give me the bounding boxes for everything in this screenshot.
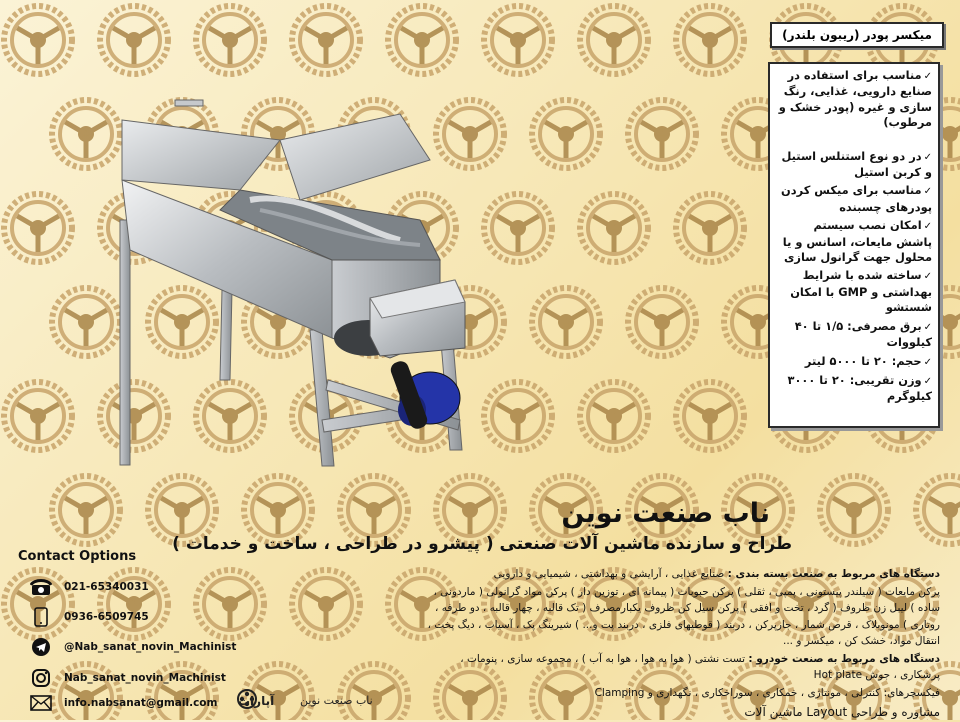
emblem	[580, 6, 648, 74]
emblem	[4, 194, 72, 262]
features-panel	[768, 62, 940, 428]
checkmark-icon: ✓	[923, 151, 932, 163]
contact-phone[interactable]	[30, 577, 149, 597]
checkmark-icon: ✓	[923, 271, 932, 283]
feature-item	[776, 218, 932, 265]
checkmark-icon: ✓	[923, 375, 932, 387]
feature-item	[776, 268, 932, 315]
company-tagline: طراح و سازنده ماشین آلات صنعتی ( پیشرو در طراحی ، ساخت و خدمات )	[172, 534, 792, 554]
phone-number[interactable]: 021-65340031	[64, 581, 149, 593]
checkmark-icon: ✓	[923, 356, 932, 368]
hot-plate-label: Hot plate	[813, 669, 863, 682]
consult-text: مشاوره و طراحی	[850, 704, 940, 719]
emblem	[532, 100, 600, 168]
packaging-industries: صنایع غذایی ، آرایشی و بهداشتی ، شیمیایی و دارویی	[493, 568, 725, 580]
emblem	[628, 288, 696, 356]
instagram-handle[interactable]: Nab_sanat_novin_Machinist	[64, 672, 226, 684]
emblem	[100, 6, 168, 74]
checkmark-icon: ✓	[923, 321, 932, 333]
mobile-number[interactable]: 0936-6509745	[64, 611, 149, 623]
emblem	[676, 382, 744, 450]
lid-closed	[122, 120, 280, 190]
footer-company: ناب صنعت نوین	[300, 694, 373, 707]
automotive-text: تست نشتی ( هوا به هوا ، هوا به آب ) ، مجموعه سازی ، پنومات ، پرشکاری ، جوش	[460, 653, 940, 682]
emblem	[916, 476, 960, 544]
company-name: ناب صنعت نوین	[561, 498, 770, 529]
emblem	[580, 194, 648, 262]
contact-title: Contact Options	[18, 549, 137, 564]
emblem	[628, 100, 696, 168]
feature-item	[776, 354, 932, 370]
fixture-clamping: Clamping	[594, 687, 645, 700]
mobile-icon	[30, 607, 52, 627]
emblem	[340, 664, 408, 720]
packaging-heading: دستگاه های مربوط به صنعت بسته بندی :	[727, 568, 940, 580]
telephone-icon	[30, 577, 52, 597]
feature-list	[776, 68, 932, 405]
checkmark-icon: ✓	[923, 71, 932, 82]
fixture-text: فیکسچرهای: کنترلی ، مونتاژی ، خمکاری ، سوراخکاری ، نگهداری و	[647, 687, 940, 700]
feature-text: ساخته شده با شرایط بهداشتی و GMP با امکان شستشو	[790, 268, 932, 315]
feature-item	[776, 149, 932, 181]
lid-open	[280, 114, 430, 200]
services-description	[420, 566, 940, 722]
product-title: میکسر پودر (ریبون بلندر)	[770, 22, 944, 48]
consult-layout: Layout	[806, 704, 848, 719]
feature-item	[776, 68, 932, 131]
feature-text: در دو نوع استنلس استیل و کربن استیل	[781, 148, 932, 180]
email-icon	[30, 693, 52, 713]
emblem	[4, 6, 72, 74]
contact-email[interactable]	[30, 693, 217, 713]
checkmark-icon: ✓	[923, 221, 932, 233]
feature-text: مناسب برای میکس کردن پودرهای چسبنده	[781, 183, 932, 214]
automotive-heading: دستگاه های مربوط به صنعت خودرو :	[748, 653, 940, 666]
telegram-handle[interactable]: @Nab_sanat_novin_Machinist	[64, 641, 237, 653]
emblem	[4, 382, 72, 450]
contact-mobile[interactable]	[30, 607, 149, 627]
emblem	[676, 6, 744, 74]
contact-instagram[interactable]	[30, 668, 226, 688]
emblem	[580, 382, 648, 450]
aparat-label: آپارات	[238, 694, 275, 708]
feature-text: وزن تقریبی: ۲۰ تا ۳۰۰۰ کیلوگرم	[787, 372, 932, 404]
emblem	[292, 570, 360, 638]
feature-text: حجم: ۲۰ تا ۵۰۰۰ لیتر	[804, 353, 922, 368]
emblem	[820, 476, 888, 544]
ribbon-blender-illustration	[100, 80, 500, 480]
checkmark-icon: ✓	[923, 186, 932, 198]
emblem	[292, 6, 360, 74]
packaging-detail: پرکن مایعات ( سیلندر پیستونی ، پمپی ، ثقلی ) پرکن حبوبات ( پیمانه ای ، توزین دار ) پرکن مواد گرانولی ( ماردونی ، ساده ) لیبل زن ظروف ( گرد ، تخت و افقی ) پرکن سیل کن ظروف یکبارمصرف ( تک قالبه ، چهار قالبه ، دو طرفه ، روتاری ) مونوبلاک ، قرص شمار ، جارپرکن ، دربند ( قوطیهای فلزی ، دربند پت و... ) شیرینگ پک ، آسیاب ، دیگ پخت ، انتقال مواد، خشک کن ، میکسر و ...	[427, 586, 940, 647]
emblem	[388, 6, 456, 74]
feature-item	[776, 319, 932, 351]
contact-telegram[interactable]	[30, 637, 236, 657]
telegram-icon	[30, 637, 52, 657]
emblem	[532, 288, 600, 356]
emblem	[196, 6, 264, 74]
instagram-icon	[30, 668, 52, 688]
consult-tail: ماشین آلات	[744, 704, 803, 719]
feature-item	[776, 373, 932, 405]
email-address[interactable]: info.nabsanat@gmail.com	[64, 697, 218, 709]
emblem	[676, 194, 744, 262]
emblem	[484, 6, 552, 74]
feature-text: مناسب برای استفاده در صنایع دارویی، غذایی، رنگ سازی و غیره (پودر خشک و مرطوب)	[778, 68, 932, 130]
feature-text: برق مصرفی: ۱/۵ تا ۴۰ کیلووات	[794, 318, 932, 350]
emblem	[52, 476, 120, 544]
emblem	[196, 570, 264, 638]
feature-text: امکان نصب سیستم پاشش مایعات، اسانس و یا محلول جهت گرانول سازی	[782, 218, 932, 265]
feature-item	[776, 183, 932, 215]
